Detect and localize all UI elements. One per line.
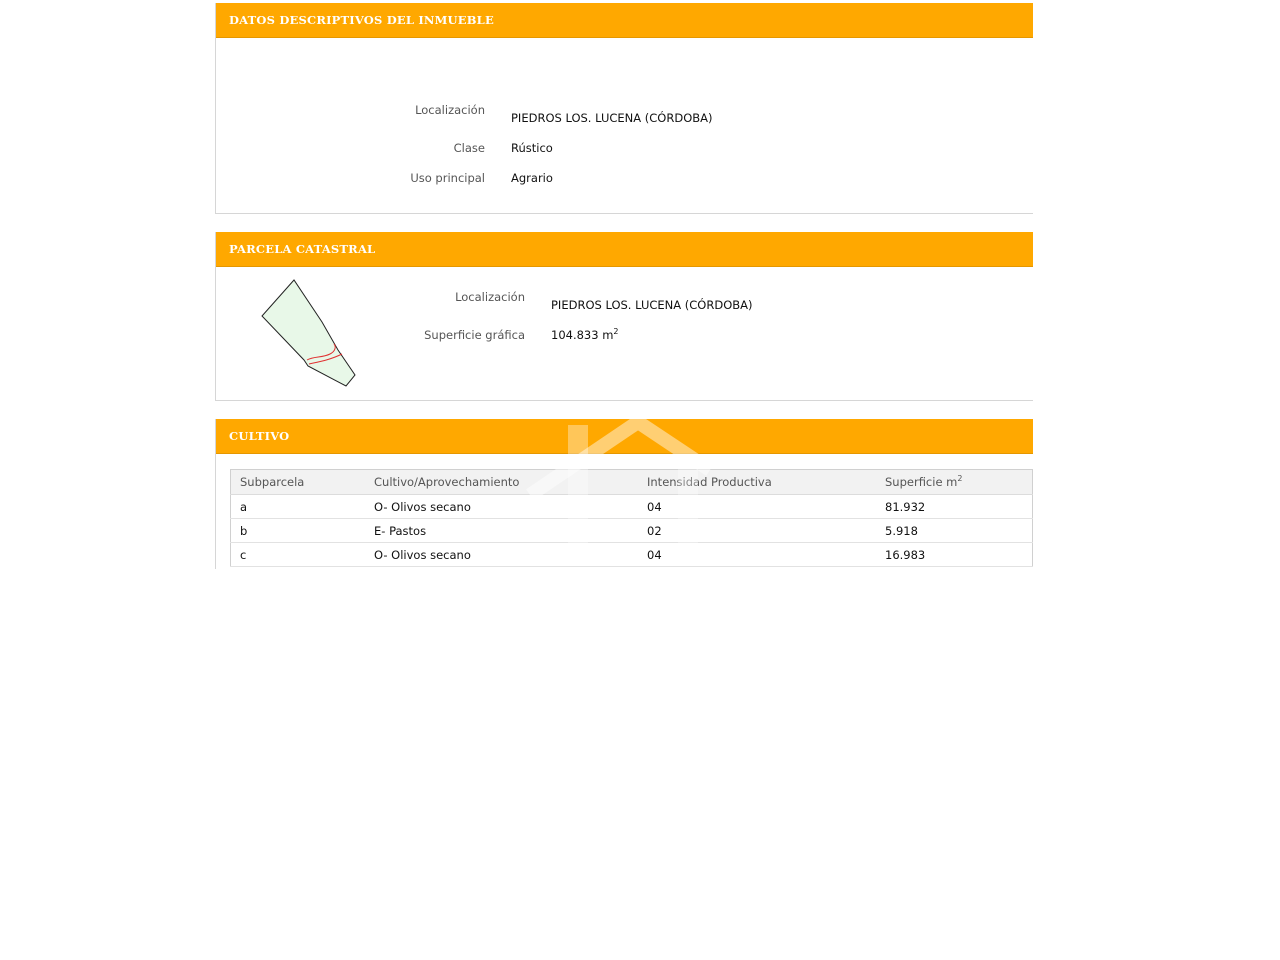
uso-principal-value: Agrario [511, 171, 553, 185]
datos-descriptivos-header: DATOS DESCRIPTIVOS DEL INMUEBLE [216, 3, 1033, 38]
table-header-row [231, 470, 1033, 495]
cell-superficie: 16.983 [876, 543, 1033, 567]
column-header-intensidad: Intensidad Productiva [638, 470, 876, 495]
cell-cultivo: O- Olivos secano [365, 543, 638, 567]
parcel-shape [262, 280, 355, 386]
cell-cultivo: E- Pastos [365, 519, 638, 543]
parcela-catastral-header: PARCELA CATASTRAL [216, 232, 1033, 267]
localizacion-label: Localización [415, 103, 485, 117]
clase-value: Rústico [511, 141, 553, 155]
cultivo-table [230, 469, 1033, 567]
cell-superficie: 5.918 [876, 519, 1033, 543]
cell-intensidad: 02 [638, 519, 876, 543]
clase-label: Clase [453, 141, 485, 155]
parcel-map-image[interactable] [252, 278, 362, 390]
cell-subparcela: c [231, 543, 366, 567]
localizacion-value: PIEDROS LOS. LUCENA (CÓRDOBA) [511, 111, 713, 125]
parcela-localizacion-value: PIEDROS LOS. LUCENA (CÓRDOBA) [551, 298, 753, 312]
superficie-grafica-value: 104.833 $m^2$ [551, 327, 619, 342]
table-row [231, 495, 1033, 519]
cell-subparcela: b [231, 519, 366, 543]
table-row [231, 543, 1033, 567]
uso-principal-label: Uso principal [410, 171, 485, 185]
parcela-catastral-panel [215, 232, 1033, 401]
cultivo-panel [215, 419, 1033, 569]
cell-cultivo: O- Olivos secano [365, 495, 638, 519]
cell-superficie: 81.932 [876, 495, 1033, 519]
superficie-unit-superscript: 2 [613, 327, 619, 336]
column-header-cultivo: Cultivo/Aprovechamiento [365, 470, 638, 495]
datos-descriptivos-panel [215, 3, 1033, 214]
parcela-localizacion-label: Localización [455, 290, 525, 304]
cell-intensidad: 04 [638, 543, 876, 567]
column-header-subparcela: Subparcela [231, 470, 366, 495]
column-header-superficie: Superficie $m^2$ [876, 470, 1033, 495]
cultivo-header: CULTIVO [216, 419, 1033, 454]
cell-intensidad: 04 [638, 495, 876, 519]
cell-subparcela: a [231, 495, 366, 519]
superficie-grafica-label: Superficie gráfica [424, 328, 525, 342]
table-row [231, 519, 1033, 543]
